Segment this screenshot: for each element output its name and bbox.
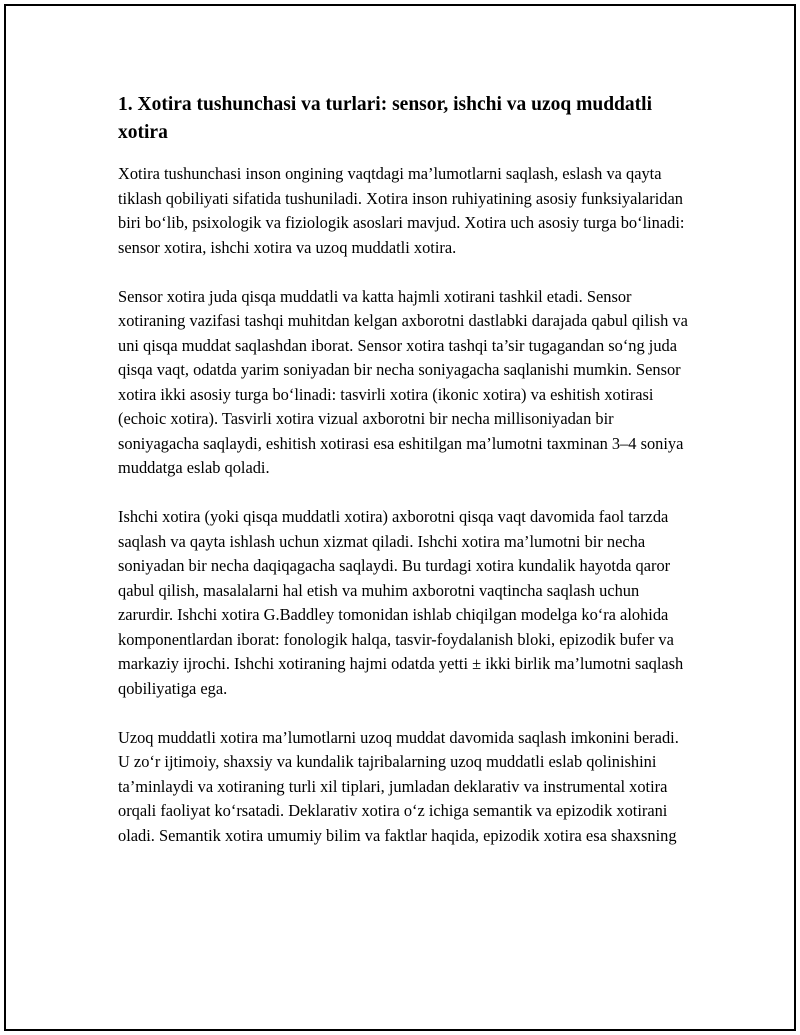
document-body [118,91,693,873]
paragraph-working-memory: Ishchi xotira (yoki qisqa muddatli xotira) axborotni qisqa vaqt davomida faol tarzda saqlash va qayta ishlash uchun xizmat qiladi. Ishchi xotira ma’lumotni bir necha soniyadan bir necha daqiqagacha saqlaydi. Bu turdagi xotira kundalik hayotda qaror qabul qilish, masalalarni hal etish va muhim axborotni vaqtincha saqlash uchun zarurdir. Ishchi xotira G.Baddley tomonidan ishlab chiqilgan modelga ko‘ra alohida komponentlardan iborat: fonologik halqa, tasvir-foydalanish bloki, epizodik bufer va markaziy ijrochi. Ishchi xotiraning hajmi odatda yetti ± ikki birlik ma’lumotni saqlash qobiliyatiga ega. [118,507,684,698]
paragraph-memory-concept: Xotira tushunchasi inson ongining vaqtdagi ma’lumotlarni saqlash, eslash va qayta tiklash qobiliyati sifatida tushuniladi. Xotira inson ruhiyatining asosiy funksiyalaridan biri bo‘lib, psixologik va fiziologik asoslari mavjud. Xotira uch asosiy turga bo‘linadi: sensor xotira, ishchi xotira va uzoq muddatli xotira. [118,164,685,257]
paragraph-long-term-memory: Uzoq muddatli xotira ma’lumotlarni uzoq muddat davomida saqlash imkonini beradi. U zo‘r ijtimoiy, shaxsiy va kundalik tajribalarning uzoq muddatli eslab qolinishini ta’minlaydi va xotiraning turli xil tiplari, jumladan deklarativ va instrumental xotira orqali faoliyat ko‘rsatadi. Deklarativ xotira o‘z ichiga semantik va epizodik xotirani oladi. Semantik xotira umumiy bilim va faktlar haqida, epizodik xotira esa shaxsning [118,727,679,845]
paragraph-sensory-memory: Sensor xotira juda qisqa muddatli va katta hajmli xotirani tashkil etadi. Sensor xotiraning vazifasi tashqi muhitdan kelgan axborotni dastlabki darajada qabul qilish va uni qisqa muddat saqlashdan iborat. Sensor xotira tashqi ta’sir tugagandan so‘ng juda qisqa vaqt, odatda yarim soniyadan bir necha soniyagacha saqlanishi mumkin. Sensor xotira ikki asosiy turga bo‘linadi: tasvirli xotira (ikonic xotira) va eshitish xotirasi (echoic xotira). Tasvirli xotira vizual axborotni bir necha millisoniyadan bir soniyagacha saqlaydi, eshitish xotirasi esa eshitilgan ma’lumotni taxminan 3–4 soniya muddatga eslab qoladi. [118,286,688,477]
section-heading: 1. Xotira tushunchasi va turlari: sensor, ishchi va uzoq muddatli xotira [118,94,652,143]
